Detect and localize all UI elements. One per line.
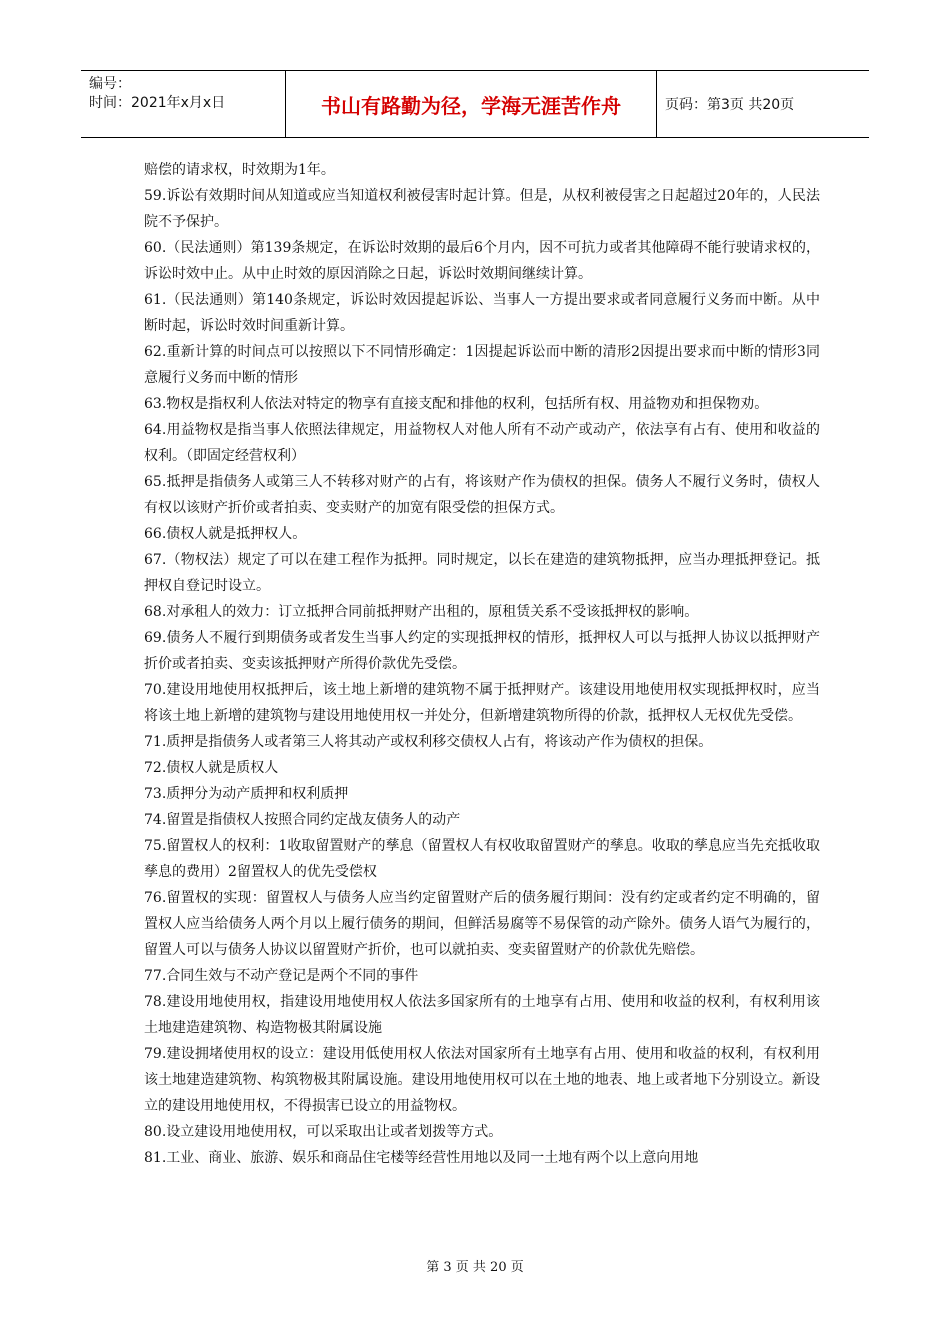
- number-label: 编号：: [89, 76, 131, 92]
- paragraph: 72.债权人就是质权人: [144, 760, 279, 776]
- paragraph: 80.设立建设用地使用权，可以采取出让或者划拨等方式。: [144, 1124, 503, 1140]
- paragraph: 79.建设拥堵使用权的设立：建设用低使用权人依法对国家所有土地享有占用、使用和收益的权利，有权利用该土地建造建筑物、构筑物极其附属设施。建设用地使用权可以在土地的地表、地上或者地下分别设立。新设立的建设用地使用权，不得损害已设立的用益物权。: [144, 1046, 820, 1114]
- paragraph: 74.留置是指债权人按照合同约定战友债务人的动产: [144, 812, 461, 828]
- paragraph: 76.留置权的实现：留置权人与债务人应当约定留置财产后的债务履行期间：没有约定或者约定不明确的，留置权人应当给债务人两个月以上履行债务的期间，但鲜活易腐等不易保管的动产除外。债务人语气为履行的，留置人可以与债务人协议以留置财产折价，也可以就拍卖、变卖留置财产的价款优先赔偿。: [144, 890, 820, 958]
- time-label: 时间：2021年x月x日: [89, 95, 226, 111]
- paragraph: 73.质押分为动产质押和权利质押: [144, 786, 349, 802]
- page-header: [81, 70, 869, 138]
- paragraph: 64.用益物权是指当事人依照法律规定，用益物权人对他人所有不动产或动产，依法享有占有、使用和收益的权利。（即固定经营权利）: [144, 422, 820, 464]
- header-meta: [81, 71, 285, 137]
- header-page-info: [657, 71, 869, 137]
- paragraph: 61.（民法通则）第140条规定，诉讼时效因提起诉讼、当事人一方提出要求或者同意履行义务而中断。从中断时起，诉讼时效时间重新计算。: [144, 292, 820, 334]
- paragraph: 65.抵押是指债务人或第三人不转移对财产的占有，将该财产作为债权的担保。债务人不履行义务时，债权人有权以该财产折价或者拍卖、变卖财产的加宽有限受偿的担保方式。: [144, 474, 820, 516]
- paragraph: 70.建设用地使用权抵押后，该土地上新增的建筑物不属于抵押财产。该建设用地使用权实现抵押权时，应当将该土地上新增的建筑物与建设用地使用权一并处分，但新增建筑物所得的价款，抵押权人无权优先受偿。: [144, 682, 820, 724]
- paragraph: 67.（物权法）规定了可以在建工程作为抵押。同时规定，以长在建造的建筑物抵押，应当办理抵押登记。抵押权自登记时设立。: [144, 552, 820, 594]
- motto-text: 书山有路勤为径，学海无涯苦作舟: [321, 93, 621, 118]
- document-body: [144, 157, 820, 1171]
- paragraph: 75.留置权人的权利：1收取留置财产的孳息（留置权人有权收取留置财产的孳息。收取的孳息应当先充抵收取孳息的费用）2留置权人的优先受偿权: [144, 838, 820, 880]
- paragraph: 63.物权是指权利人依法对特定的物享有直接支配和排他的权利，包括所有权、用益物劝和担保物劝。: [144, 396, 769, 412]
- page-info-text: 页码：第3页 共20页: [665, 97, 795, 113]
- paragraph: 68.对承租人的效力：订立抵押合同前抵押财产出租的，原租赁关系不受该抵押权的影响。: [144, 604, 699, 620]
- footer-page-number: 第 3 页 共 20 页: [426, 1260, 524, 1275]
- paragraph: 77.合同生效与不动产登记是两个不同的事件: [144, 968, 419, 984]
- header-motto: [285, 71, 657, 137]
- paragraph: 81.工业、商业、旅游、娱乐和商品住宅楼等经营性用地以及同一土地有两个以上意向用地: [144, 1150, 699, 1166]
- paragraph: 59.诉讼有效期时间从知道或应当知道权利被侵害时起计算。但是，从权利被侵害之日起超过20年的，人民法院不予保护。: [144, 188, 820, 230]
- paragraph: 62.重新计算的时间点可以按照以下不同情形确定：1因提起诉讼而中断的清形2因提出要求而中断的情形3同意履行义务而中断的情形: [144, 344, 820, 386]
- paragraph: 60.（民法通则）第139条规定，在诉讼时效期的最后6个月内，因不可抗力或者其他障碍不能行驶请求权的，诉讼时效中止。从中止时效的原因消除之日起，诉讼时效期间继续计算。: [144, 240, 820, 282]
- paragraph: 78.建设用地使用权，指建设用地使用权人依法多国家所有的土地享有占用、使用和收益的权利，有权利用该土地建造建筑物、构造物极其附属设施: [144, 994, 820, 1036]
- paragraph: 71.质押是指债务人或者第三人将其动产或权利移交债权人占有，将该动产作为债权的担保。: [144, 734, 713, 750]
- page-footer: [0, 1256, 950, 1275]
- paragraph: 66.债权人就是抵押权人。: [144, 526, 307, 542]
- paragraph: 赔偿的请求权，时效期为1年。: [144, 162, 335, 178]
- paragraph: 69.债务人不履行到期债务或者发生当事人约定的实现抵押权的情形，抵押权人可以与抵押人协议以抵押财产折价或者拍卖、变卖该抵押财产所得价款优先受偿。: [144, 630, 820, 672]
